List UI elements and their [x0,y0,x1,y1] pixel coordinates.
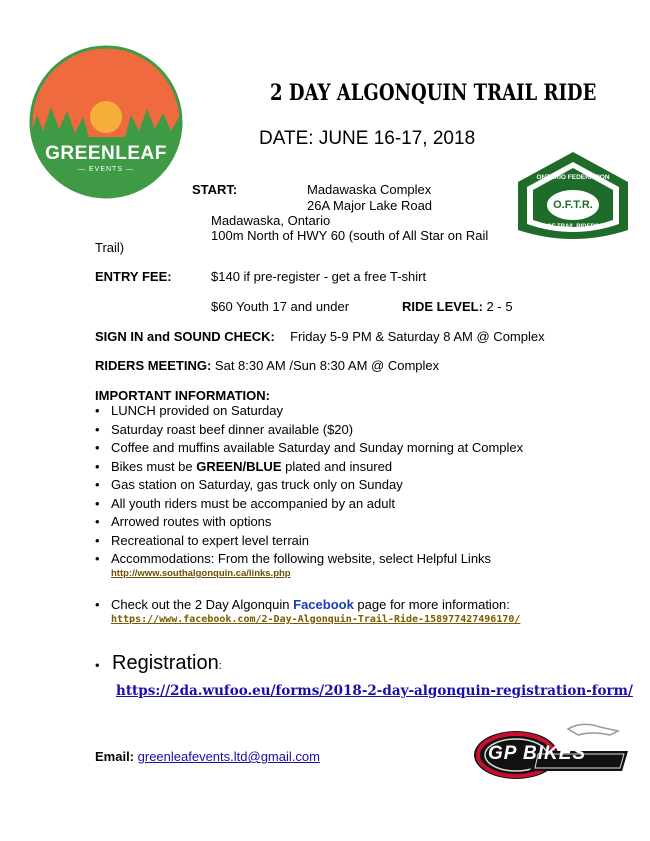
facebook-pre: Check out the 2 Day Algonquin [111,597,294,612]
greenleaf-sub: — EVENTS — [78,166,134,173]
riders-meeting-label: RIDERS MEETING: [95,358,212,373]
important-heading: IMPORTANT INFORMATION: [95,388,270,403]
oftr-abbr: O.F.T.R. [553,199,593,211]
email-label: Email: [95,749,135,764]
list-item: • Arrowed routes with options [95,513,523,532]
registration-line [95,652,222,675]
email-line [95,749,320,765]
facebook-link[interactable]: https://www.facebook.com/2-Day-Algonquin-Trail-Ride-158977427496170/ [111,614,521,625]
greenleaf-logo-graphic [29,45,183,199]
facebook-word: Facebook [293,597,354,612]
entry-fee-youth: $60 Youth 17 and under [211,299,350,314]
riders-meeting-value: Sat 8:30 AM /Sun 8:30 AM @ Complex [214,358,440,373]
gpbikes-logo [472,721,632,783]
sign-in [95,329,545,345]
ride-level [402,299,513,315]
start-city: Madawaska, Ontario [211,213,331,228]
start-venue: Madawaska Complex [307,182,432,197]
bullet: • [95,597,100,612]
list-item: • Saturday roast beef dinner available ($20) [95,421,523,440]
list-item: • Gas station on Saturday, gas truck only on Sunday [95,476,523,495]
entry-fee-adult: $140 if pre-register - get a free T-shirt [211,269,427,284]
greenleaf-sub-text: EVENTS [88,166,123,173]
oftr-logo-graphic [508,148,638,248]
sign-in-value: Friday 5-9 PM & Saturday 8 AM @ Complex [290,329,545,344]
oftr-line2: OF TRAIL RIDERS [547,224,599,230]
registration-link[interactable]: https://2da.wufoo.eu/forms/2018-2-day-algonquin-registration-form/ [116,683,633,699]
ride-level-value: 2 - 5 [486,299,513,314]
event-date: DATE: JUNE 16-17, 2018 [259,128,476,149]
sign-in-label: SIGN IN and SOUND CHECK: [95,329,275,344]
start-directions: 100m North of HWY 60 (south of All Star on Rail [211,228,489,243]
greenleaf-logo [29,45,183,199]
bullet: • [95,657,100,673]
oftr-line1: ONTARIO FEDERATION [536,174,610,181]
bikes-text-rest: plated and insured [281,458,393,474]
bikes-plate-color: GREEN/BLUE [196,458,282,474]
list-item: • Coffee and muffins available Saturday and Sunday morning at Complex [95,439,523,458]
start-address: 26A Major Lake Road [307,198,433,213]
greenleaf-name: GREENLEAF [45,143,167,164]
facebook-line [95,597,510,613]
facebook-post: page for more information: [353,597,510,612]
page-title: 2 DAY ALGONQUIN TRAIL RIDE [270,80,597,106]
list-item [95,458,523,477]
list-item: • Recreational to expert level terrain [95,532,523,551]
email-link[interactable]: greenleafevents.ltd@gmail.com [137,749,320,764]
ride-level-label: RIDE LEVEL: [402,299,483,314]
registration-label: Registration [112,652,219,674]
registration-colon: : [218,660,222,672]
oftr-logo [508,148,638,248]
list-item: • Accommodations: From the following website, select Helpful Links [95,550,523,569]
start-label: START: [192,182,238,197]
list-item: • All youth riders must be accompanied by an adult [95,495,523,514]
list-item: • LUNCH provided on Saturday [95,402,523,421]
start-directions-cont: Trail) [95,240,125,255]
gpbikes-text: GP BIKES [488,743,587,764]
bikes-text: Bikes must be [111,458,197,474]
important-list [95,402,523,569]
accommodations-link[interactable]: http://www.southalgonquin.ca/links.php [111,568,291,579]
riders-meeting [95,358,439,374]
entry-fee-label: ENTRY FEE: [95,269,172,284]
